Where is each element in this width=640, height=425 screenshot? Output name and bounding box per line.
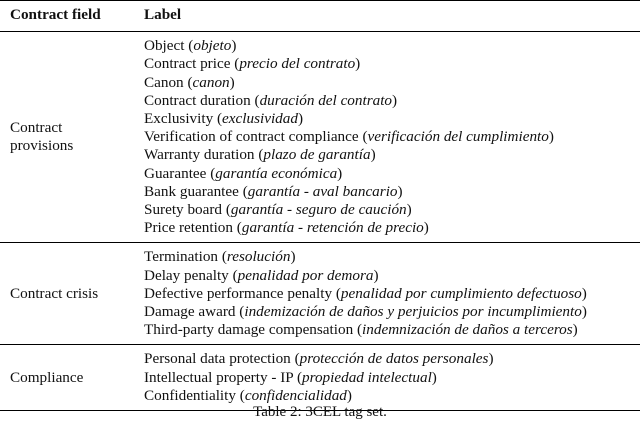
label-item: Bank guarantee (garantía - aval bancario) <box>144 182 403 200</box>
table-row <box>0 243 640 345</box>
label-english: Contract duration <box>144 91 251 109</box>
label-spanish: indemización de daños y perjuicios por incumplimiento <box>244 303 582 321</box>
label-english: Third-party damage compensation <box>144 321 354 339</box>
label-english: Termination <box>144 248 219 266</box>
label-english: Price retention <box>144 219 233 237</box>
label-item: Personal data protection (protección de datos personales) <box>144 350 494 368</box>
label-spanish: protección de datos personales <box>299 350 489 368</box>
label-english: Exclusivity <box>144 110 214 128</box>
label-english: Contract price <box>144 55 231 73</box>
label-spanish: objeto <box>193 37 232 55</box>
label-english: Defective performance penalty <box>144 284 333 302</box>
label-item: Canon (canon) <box>144 73 235 91</box>
contract-field-cell <box>0 243 134 345</box>
label-spanish: penalidad por cumplimiento defectuoso <box>340 284 582 302</box>
label-spanish: garantía - aval bancario <box>247 182 398 200</box>
label-spanish: garantía - seguro de caución <box>230 201 407 219</box>
label-list-cell <box>134 345 640 411</box>
header-contract-field: Contract field <box>0 1 134 32</box>
label-item: Object (objeto) <box>144 37 237 55</box>
label-english: Damage award <box>144 303 236 321</box>
label-english: Object <box>144 37 185 55</box>
label-list-cell <box>134 243 640 345</box>
label-item: Third-party damage compensation (indemnización de daños a terceros) <box>144 321 578 339</box>
label-spanish: propiedad intelectual <box>302 368 432 386</box>
label-item: Contract price (precio del contrato) <box>144 55 361 73</box>
label-item: Price retention (garantía - retención de precio) <box>144 219 429 237</box>
table-header-row <box>0 1 640 32</box>
label-english: Guarantee <box>144 164 207 182</box>
label-spanish: indemnización de daños a terceros <box>362 321 573 339</box>
contract-field-name: provisions <box>10 137 74 155</box>
label-spanish: garantía - retención de precio <box>241 219 424 237</box>
label-spanish: precio del contrato <box>239 55 356 73</box>
label-item: Verification of contract compliance (verificación del cumplimiento) <box>144 128 554 146</box>
contract-field-name: Contract crisis <box>10 284 99 302</box>
label-spanish: resolución <box>226 248 291 266</box>
label-spanish: canon <box>192 73 230 91</box>
label-english: Bank guarantee <box>144 182 239 200</box>
label-list-cell <box>134 32 640 243</box>
label-item: Termination (resolución) <box>144 248 296 266</box>
label-english: Intellectual property - IP <box>144 368 294 386</box>
label-item: Warranty duration (plazo de garantía) <box>144 146 376 164</box>
label-item: Confidentiality (confidencialidad) <box>144 386 352 404</box>
contract-field-name: Contract <box>10 119 63 137</box>
table-row <box>0 345 640 411</box>
label-english: Confidentiality <box>144 386 236 404</box>
label-spanish: garantía económica <box>215 164 338 182</box>
table-caption: Table 2: 3CEL tag set. <box>253 404 387 420</box>
label-item: Damage award (indemización de daños y perjuicios por incumplimiento) <box>144 303 587 321</box>
label-item: Intellectual property - IP (propiedad intelectual) <box>144 368 437 386</box>
label-spanish: duración del contrato <box>259 91 393 109</box>
label-item: Guarantee (garantía económica) <box>144 164 343 182</box>
table-body <box>0 32 640 411</box>
label-english: Warranty duration <box>144 146 255 164</box>
label-english: Personal data protection <box>144 350 291 368</box>
label-english: Surety board <box>144 201 223 219</box>
contract-field-name: Compliance <box>10 368 84 386</box>
contract-field-cell <box>0 32 134 243</box>
label-spanish: verificación del cumplimiento <box>367 128 549 146</box>
label-spanish: exclusividad <box>222 110 298 128</box>
label-english: Delay penalty <box>144 266 229 284</box>
label-item: Exclusivity (exclusividad) <box>144 110 304 128</box>
label-item: Defective performance penalty (penalidad por cumplimiento defectuoso) <box>144 284 587 302</box>
label-item: Delay penalty (penalidad por demora) <box>144 266 379 284</box>
label-spanish: plazo de garantía <box>263 146 371 164</box>
label-item: Contract duration (duración del contrato) <box>144 91 398 109</box>
contract-field-cell <box>0 345 134 411</box>
label-item: Surety board (garantía - seguro de caución) <box>144 201 412 219</box>
label-english: Canon <box>144 73 184 91</box>
label-spanish: penalidad por demora <box>237 266 374 284</box>
header-label: Label <box>134 1 640 32</box>
label-spanish: confidencialidad <box>244 386 347 404</box>
table-row <box>0 32 640 243</box>
label-english: Verification of contract compliance <box>144 128 359 146</box>
